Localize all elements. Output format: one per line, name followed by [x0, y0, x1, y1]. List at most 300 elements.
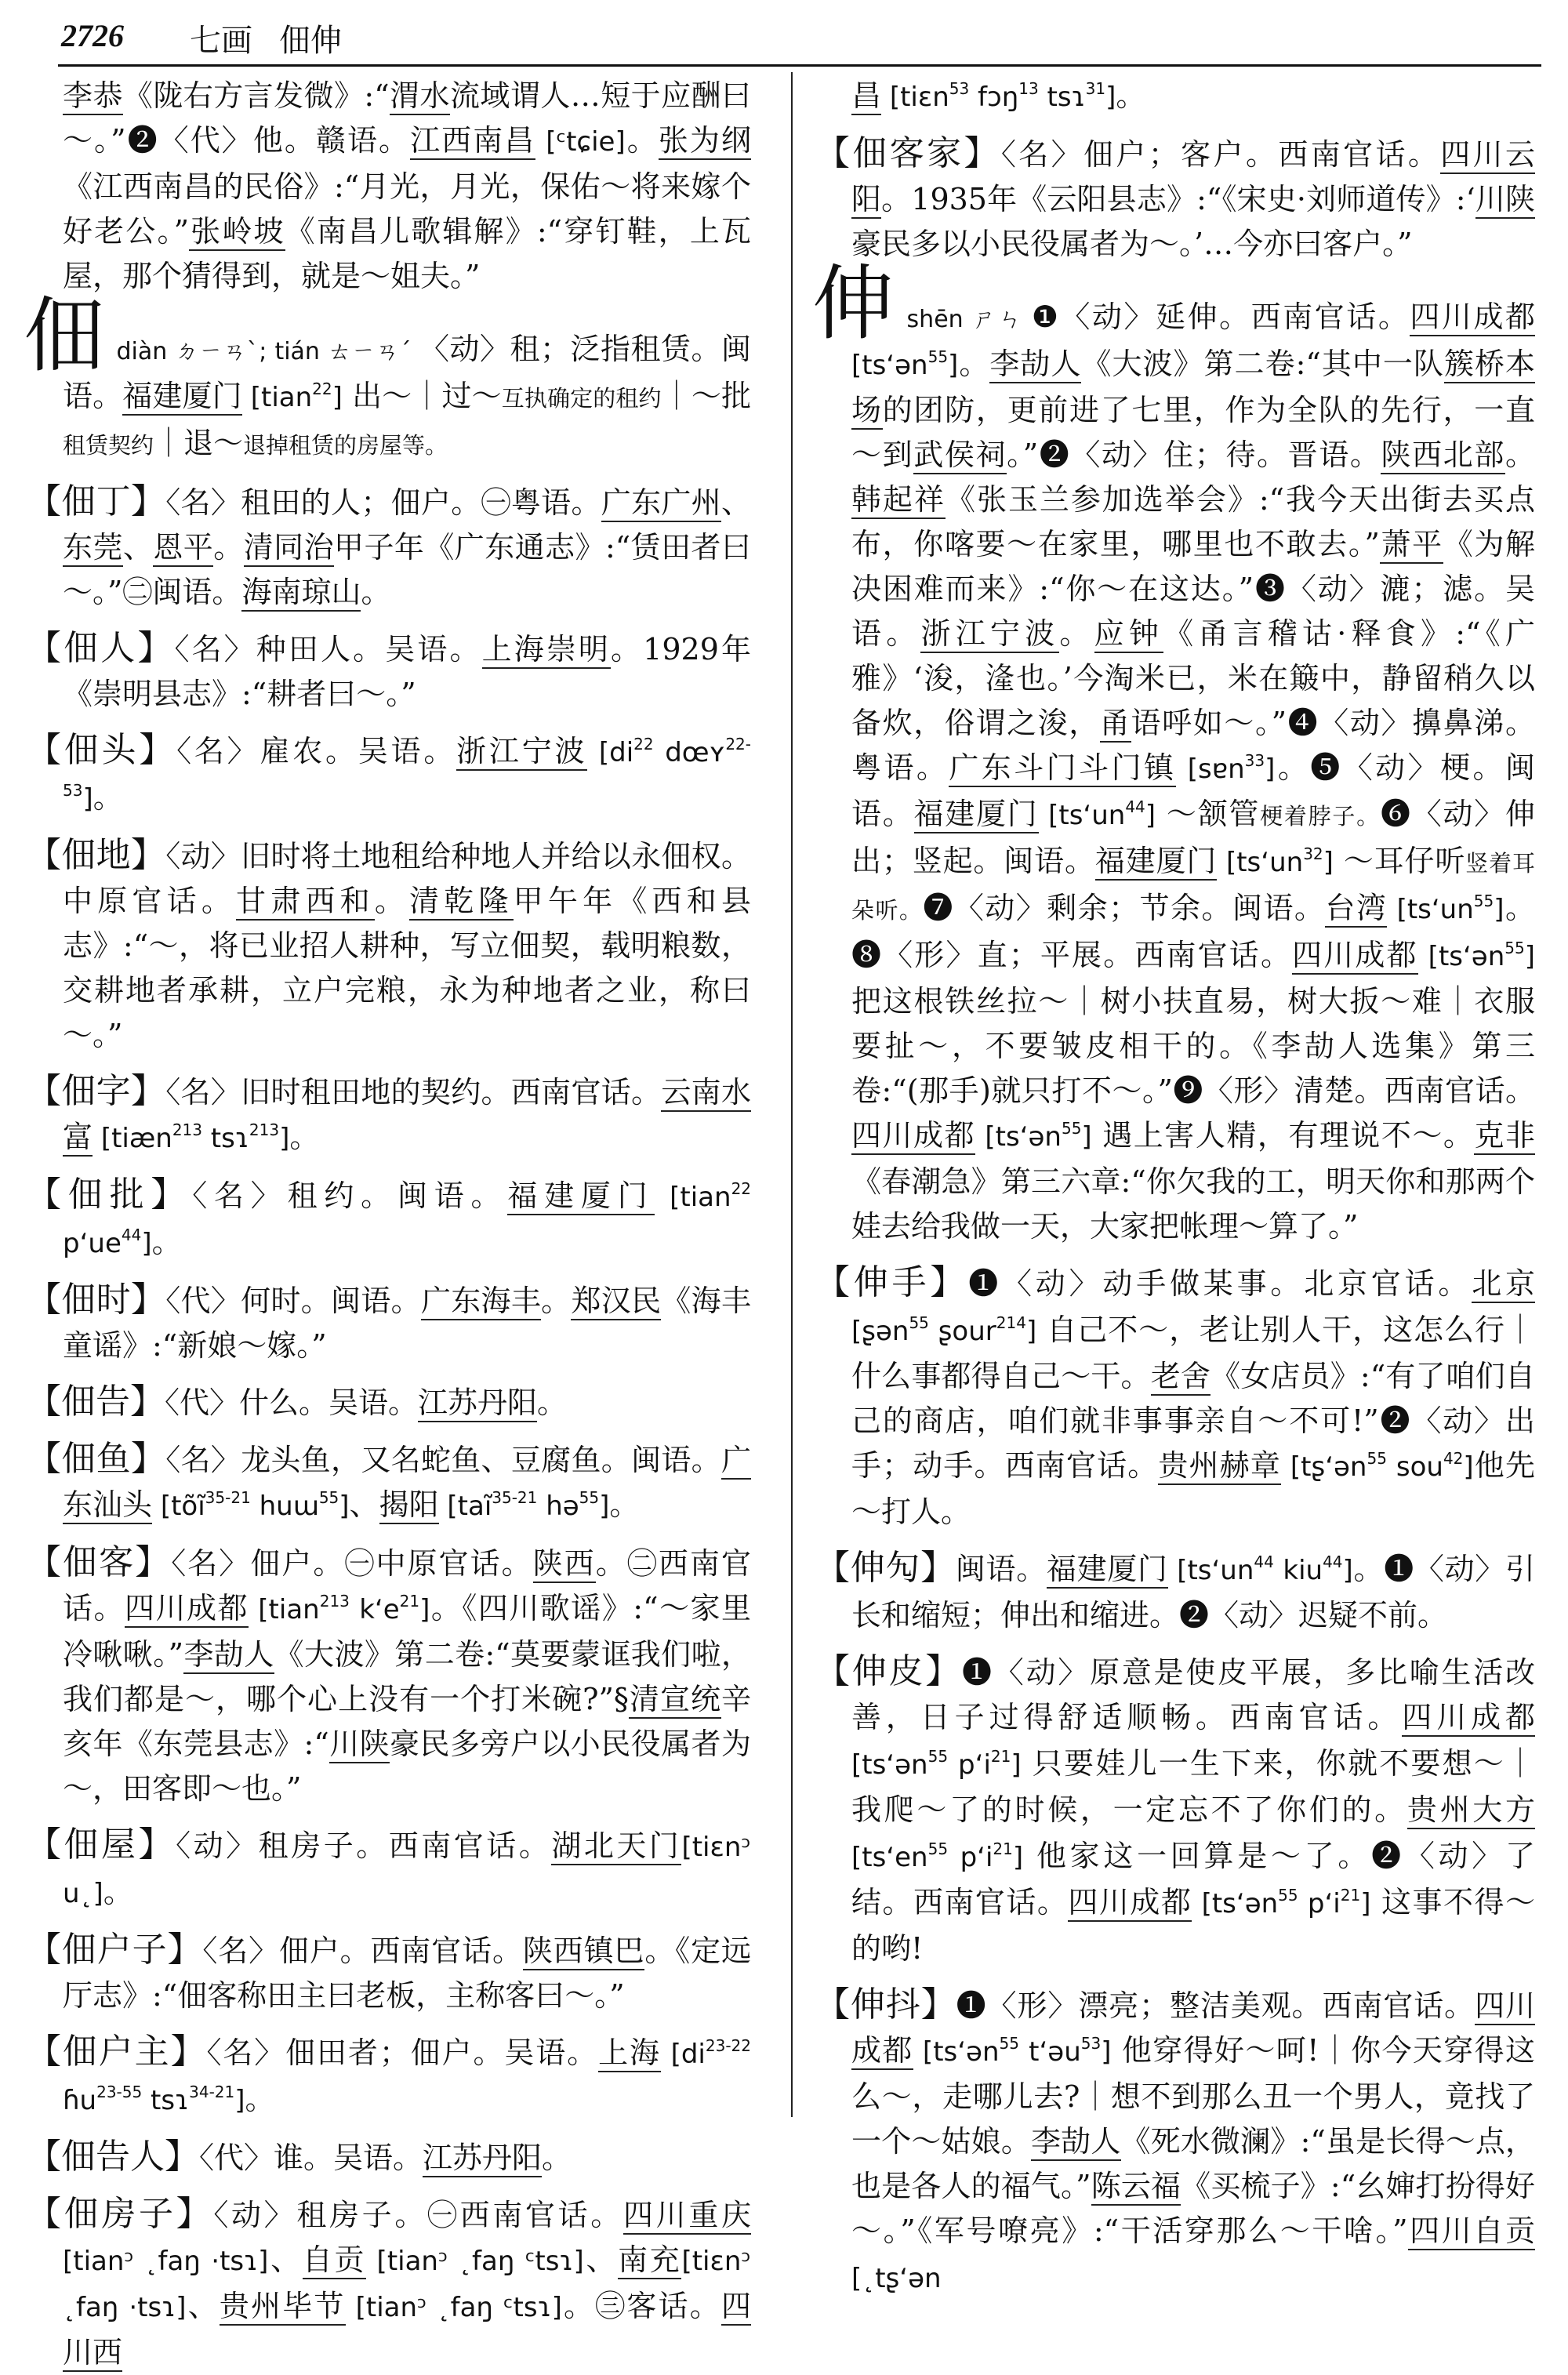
place-or-author-name: 福建厦门	[507, 1178, 654, 1215]
phonetic-transcription: fɔŋ	[969, 82, 1019, 113]
tone-superscript: 55	[318, 1488, 339, 1507]
definition-text: 〈名〉旧时租田地的契约。西南官话。	[165, 1075, 662, 1109]
definition-text: 。	[289, 1120, 320, 1154]
tone-superscript: 22	[731, 1179, 752, 1198]
definition-text: 〈动〉租房子。㊀西南官话。	[213, 2198, 623, 2232]
phonetic-transcription: hə	[537, 1491, 579, 1522]
place-or-author-name: 郑汉民	[571, 1284, 661, 1320]
definition-text: 他穿得好～呵!｜你今天穿得这么～，走哪儿去?｜想不到那么丑一个男人，竟找了一个～姑娘。	[851, 2033, 1535, 2159]
place-or-author-name: 张岭坡	[189, 214, 285, 251]
definition-text: 辛亥年《东莞县志》:“	[63, 1682, 751, 1761]
definition-text: ❼〈动〉剩余；节余。闽语。	[923, 891, 1326, 925]
tone-superscript: 32	[1303, 844, 1323, 863]
phonetic-transcription: [ts‘un	[1217, 847, 1304, 878]
phonetic-transcription: ]	[1463, 1451, 1474, 1483]
column-divider	[791, 72, 793, 2117]
definition-text: 自己不～，老让别人干，这怎么行｜什么事都得自己～干。	[851, 1313, 1535, 1393]
tone-superscript: 35-21	[492, 1488, 538, 1507]
definition-text: 〈名〉佃户。西南官话。	[202, 1934, 523, 1968]
place-or-author-name: 广东广州	[601, 485, 721, 522]
phonetic-transcription: ]	[1011, 1749, 1022, 1781]
definition-text: 、	[122, 530, 154, 565]
definition-text: 〈名〉佃户。㊀中原官话。	[171, 1546, 533, 1581]
place-or-author-name: 四川成都	[125, 1591, 249, 1628]
gloss-note: 竖着耳朵听。	[851, 850, 1535, 924]
phonetic-transcription: [ʂən	[851, 1316, 909, 1347]
phonetic-transcription: [tiɛn	[881, 82, 949, 113]
phonetic-transcription: ]	[1360, 1888, 1371, 1919]
place-or-author-name: 福建厦门	[122, 379, 242, 416]
tone-superscript: 42	[1443, 1449, 1464, 1468]
definition-text: 出～｜过～	[342, 379, 502, 413]
tone-superscript: 55	[999, 2034, 1019, 2053]
definition-text: 。	[1059, 616, 1094, 651]
gloss-note: 互执确定的租约	[501, 385, 662, 412]
phonetic-transcription: ]	[1265, 754, 1276, 785]
place-or-author-name: 克非	[1474, 1118, 1535, 1155]
definition-text: 〈动〉旧时将土地租给种地人并给以永佃权。中原官话。	[63, 839, 751, 918]
place-or-author-name: 清宣统	[629, 1682, 721, 1719]
phonetic-transcription: [tʂ‘ən	[1280, 1451, 1367, 1483]
definition-text: ～颔管	[1156, 797, 1261, 831]
definition-text: 、	[186, 2289, 220, 2323]
definition-text: 。1929年《崇明县志》:“耕者曰～。”	[63, 632, 751, 711]
tone-superscript: 21	[1340, 1886, 1361, 1905]
word-entry	[27, 1379, 751, 1425]
phonetic-transcription: [tianᵓ ˛faŋ ᶜtsɿ]	[366, 2246, 584, 2277]
definition-text: 《为解决困难而来》:“你～在这达。”❸〈动〉漉；滤。吴语。	[851, 527, 1535, 651]
place-or-author-name: 揭阳	[379, 1487, 439, 1524]
headword: 【伸抖】	[815, 1985, 956, 2025]
definition-text: ～耳仔听	[1333, 844, 1466, 878]
definition-text: 。	[625, 123, 659, 158]
tone-superscript: 44	[1125, 797, 1145, 816]
gloss-note: 梗着脖子。	[1260, 803, 1381, 830]
phonetic-transcription: [tiæn	[93, 1123, 172, 1154]
definition-text: ❶〈动〉延伸。西南官话。	[1031, 300, 1410, 334]
place-or-author-name: 福建厦门	[1047, 1552, 1168, 1589]
tone-superscript: 34-21	[189, 2083, 235, 2101]
phonetic-transcription: ]	[1081, 1121, 1092, 1153]
definition-text: 。㊁西南官话。	[63, 1546, 751, 1625]
place-or-author-name: 上海	[598, 2035, 661, 2072]
definition-text: ❻〈动〉伸出；竖起。闽语。	[851, 797, 1535, 878]
place-or-author-name: 甬	[1100, 706, 1131, 743]
place-or-author-name: 福建厦门	[914, 797, 1039, 833]
word-entry	[27, 1540, 751, 1811]
phonetic-transcription: [ts‘ən	[913, 2036, 1000, 2068]
entry-continuation	[815, 74, 1535, 120]
place-or-author-name: 陕西镇巴	[523, 1934, 644, 1970]
phonetic-transcription: ]	[1145, 800, 1156, 831]
tone-superscript: 213	[249, 1120, 280, 1139]
phonetic-transcription: ]	[332, 382, 343, 413]
definition-text: 。	[151, 1225, 182, 1259]
phonetic-transcription: [tian	[654, 1182, 731, 1213]
tone-superscript: 22	[312, 379, 332, 398]
headword: 【佃客】	[27, 1542, 172, 1582]
phonetic-transcription: [ts‘ən	[1417, 941, 1505, 972]
place-or-author-name: 甘肃西和	[236, 884, 375, 921]
definition-text: 甲午年《西和县志》:“～，将已业招人耕种，写立佃契，载明粮数，交耕地者承耕，立户完粮，永为种地者之业，称曰～。”	[63, 884, 751, 1052]
phonetic-transcription: [sɐn	[1176, 754, 1245, 785]
place-or-author-name: 浙江宁波	[920, 616, 1059, 653]
definition-text: 、	[720, 485, 751, 520]
place-or-author-name: 福建厦门	[1095, 844, 1217, 881]
phonetic-transcription: p‘i	[948, 1749, 991, 1781]
word-entry	[27, 1069, 751, 1161]
definition-text: 语呼如～。”❹〈动〉擤鼻涕。粤语。	[851, 706, 1535, 785]
headword: 【佃客家】	[815, 133, 1001, 173]
headword: 【佃户主】	[27, 2032, 207, 2072]
place-or-author-name: 自贡	[303, 2242, 366, 2279]
tone-superscript: 53	[1080, 2034, 1102, 2053]
definition-text: 《甬言稽诂·释食》:“《广雅》‘浚，湰也。’今淘米已，米在簸中，静留稍久以备炊，俗谓之浚，	[851, 616, 1535, 740]
definition-text: 。	[542, 2141, 572, 2175]
definition-text: 。	[1504, 438, 1535, 472]
place-or-author-name: 陕西	[533, 1546, 596, 1583]
tone-superscript: 31	[1085, 79, 1106, 98]
place-or-author-name: 广东海丰	[421, 1284, 541, 1320]
character-entry	[24, 288, 751, 468]
place-or-author-name: 川陕	[1475, 182, 1535, 219]
word-entry	[815, 1649, 1535, 1971]
definition-text: 。	[245, 2082, 275, 2116]
place-or-author-name: 浙江宁波	[456, 734, 587, 771]
place-or-author-name: 应钟	[1094, 616, 1163, 653]
phonetic-transcription: [tõĩ	[152, 1491, 205, 1522]
headword: 【佃头】	[27, 730, 177, 770]
phonetic-transcription: [di	[587, 737, 634, 768]
definition-text: 他家这一回算是～了。❷〈动〉了结。西南官话。	[851, 1839, 1535, 1919]
definition-text: ❶〈动〉动手做某事。北京官话。	[968, 1266, 1472, 1301]
definition-text: 。	[213, 530, 244, 565]
word-entry	[27, 833, 751, 1058]
definition-text: 。	[537, 1385, 568, 1420]
place-or-author-name: 北京	[1472, 1266, 1535, 1303]
phonetic-transcription: tsɿ	[142, 2085, 190, 2116]
place-or-author-name: 渭水	[390, 78, 450, 115]
place-or-author-name: 广东斗门斗门镇	[949, 750, 1176, 787]
headword: 【伸手】	[815, 1262, 969, 1302]
definition-text: 《张玉兰参加选举会》:“我今天出街去买点布，你喀要～在家里，哪里也不敢去。”	[851, 482, 1535, 561]
phonetic-transcription: [˛tʂ‘ən	[851, 2263, 942, 2294]
place-or-author-name: 广东汕头	[63, 1443, 751, 1524]
phonetic-transcription: [taĩ	[438, 1491, 492, 1522]
phonetic-transcription: ]	[419, 1594, 430, 1625]
tone-superscript: 213	[172, 1120, 202, 1139]
definition-text: 闽语。	[955, 1552, 1047, 1586]
place-or-author-name: 萧平	[1380, 527, 1443, 564]
headword: 【佃告人】	[27, 2137, 199, 2177]
tone-superscript: 55	[927, 1747, 949, 1766]
place-or-author-name: 贵州毕节	[220, 2289, 346, 2326]
place-or-author-name: 四川成都	[851, 1118, 975, 1155]
tone-superscript: 213	[319, 1592, 350, 1611]
phonetic-transcription: [tianᵓ ˛faŋ ᶜtsɿ]	[345, 2292, 562, 2323]
phonetic-transcription: ]	[1101, 2036, 1112, 2068]
place-or-author-name: 李劼人	[989, 347, 1081, 383]
place-or-author-name: 李恭	[63, 78, 123, 115]
definition-text: 这事不得～的哟!	[851, 1885, 1535, 1966]
tone-superscript: 55	[1473, 892, 1494, 910]
tone-superscript: 53	[949, 79, 970, 98]
word-entry	[27, 1927, 751, 2018]
phonetic-transcription: ]	[279, 1123, 290, 1154]
definition-text: 豪民多以小民役属者为～。’…今亦曰客户。”	[851, 227, 1413, 261]
definition-text: 把这根铁丝拉～｜树小扶直易，树大扳～难｜衣服要扯～，不要皱皮相干的。《李劼人选集》第三卷:“(那手)就只打不～。”❾〈形〉清楚。西南官话。	[851, 984, 1535, 1108]
definition-text: ｜～批	[661, 379, 751, 413]
tone-superscript: 55	[927, 347, 949, 366]
place-or-author-name: 恩平	[153, 530, 213, 567]
definition-text: 豪民多旁户以小民役属者为～，田客即～也。”	[63, 1727, 751, 1806]
header-rule	[58, 64, 1541, 67]
definition-text: 。㊂客话。	[561, 2289, 721, 2323]
place-or-author-name: 川陕	[329, 1727, 390, 1763]
tone-superscript: 35-21	[205, 1488, 251, 1507]
phonetic-transcription: [ts‘un	[1387, 894, 1474, 925]
gloss-note: 租赁契约	[63, 432, 154, 459]
headword: 【佃地】	[27, 835, 166, 875]
phonetic-transcription: ]	[1494, 894, 1504, 925]
definition-text: 《南昌儿歌辑解》:“穿钉鞋，上瓦屋，那个猜得到，就是～姐夫。”	[63, 214, 751, 293]
place-or-author-name: 昌	[851, 78, 881, 115]
place-or-author-name: 四川云阳	[851, 137, 1535, 219]
definition-text: 他先～打人。	[851, 1448, 1535, 1529]
definition-text: 。❶〈动〉引长和缩短；伸出和缩进。❷〈动〉迟疑不前。	[851, 1552, 1535, 1632]
definition-text: 。	[541, 1284, 572, 1318]
phonetic-transcription: [ts‘en	[851, 1842, 928, 1873]
headword: 【佃户子】	[27, 1930, 203, 1970]
definition-text: 遇上害人精，有理说不～。	[1091, 1118, 1475, 1153]
phonetic-transcription: [ᶜtɕie]	[535, 126, 626, 158]
phonetic-transcription: [di	[660, 2039, 706, 2070]
word-entry	[815, 1260, 1535, 1534]
place-or-author-name: 四川成都	[1292, 938, 1418, 975]
phonetic-transcription: tsɿ	[1038, 82, 1086, 113]
headword: 【伸皮】	[815, 1651, 963, 1691]
place-or-author-name: 贵州大方	[1407, 1792, 1535, 1829]
definition-text: 〈名〉佃田者；佃户。吴语。	[206, 2035, 599, 2070]
place-or-author-name: 贵州赫章	[1158, 1448, 1281, 1485]
definition-text: 流域谓人…短于应酬曰～。”❷〈代〉他。赣语。	[63, 78, 751, 158]
definition-text: 、	[268, 2242, 303, 2277]
word-entry	[27, 1172, 751, 1266]
pronunciation: shēn ㄕㄣ	[906, 306, 1024, 333]
pronunciation: diàn ㄉㄧㄢˋ; tián ㄊㄧㄢˊ	[116, 338, 412, 365]
definition-text: 《大波》第二卷:“莫要蒙诓我们啦，我们都是～，哪个心上没有一个打米碗?”§	[63, 1637, 751, 1716]
definition-text: 〈动〉租；泛指租赁。闽语。	[63, 332, 751, 413]
definition-text: ｜退～	[154, 426, 244, 460]
place-or-author-name: 湖北天门	[551, 1828, 681, 1865]
phonetic-transcription: ]	[141, 1228, 152, 1259]
tone-superscript: 55	[909, 1313, 929, 1332]
word-entry	[27, 728, 751, 822]
word-entry	[815, 1982, 1535, 2301]
phonetic-transcription: ]	[599, 1491, 610, 1522]
phonetic-transcription: kiu	[1273, 1555, 1323, 1586]
phonetic-transcription: ]	[82, 783, 93, 815]
header-characters: 佃伸	[279, 23, 342, 59]
word-entry	[27, 2192, 751, 2375]
phonetic-transcription: [tiɛnᵓ ˛faŋ ·tsɿ]	[63, 2246, 751, 2323]
tone-superscript: 21	[990, 1747, 1011, 1766]
place-or-author-name: 韩起祥	[851, 482, 946, 519]
definition-text: 《大波》第二卷:“其中一队	[1081, 347, 1444, 381]
tone-superscript: 22	[633, 735, 654, 754]
headword-character: 伸	[812, 256, 896, 351]
definition-text: 。	[93, 780, 123, 815]
definition-text: 〈名〉佃户；客户。西南官话。	[1000, 137, 1441, 172]
definition-text: 。	[374, 884, 410, 918]
headword: 【佃鱼】	[27, 1439, 166, 1479]
tone-superscript: 214	[996, 1313, 1026, 1332]
headword-character: 佃	[24, 288, 106, 383]
place-or-author-name: 张为纲	[659, 123, 751, 160]
definition-text: 。	[958, 347, 990, 381]
word-entry	[27, 1822, 751, 1916]
phonetic-transcription: [ts‘un	[1167, 1555, 1254, 1586]
definition-text: 〈代〉什么。吴语。	[165, 1385, 419, 1420]
tone-superscript: 44	[121, 1226, 142, 1244]
phonetic-transcription: sou	[1386, 1451, 1443, 1483]
phonetic-transcription: ]	[1323, 847, 1334, 878]
definition-text: 。	[103, 1875, 133, 1909]
tone-superscript: 55	[1504, 939, 1525, 957]
tone-superscript: 44	[1323, 1552, 1343, 1571]
definition-text: 。❽〈形〉直；平展。西南官话。	[851, 891, 1535, 972]
place-or-author-name: 四川成都	[1068, 1885, 1192, 1922]
place-or-author-name: 陈云福	[1091, 2169, 1181, 2206]
place-or-author-name: 陕西北部	[1381, 438, 1504, 474]
definition-text: 、	[349, 1487, 379, 1522]
character-entry	[812, 256, 1535, 1249]
tone-superscript: 21	[993, 1839, 1013, 1858]
phonetic-transcription: ]	[1025, 1316, 1037, 1347]
phonetic-transcription: ]	[1524, 941, 1535, 972]
phonetic-transcription: p‘i	[1298, 1888, 1341, 1919]
headword: 【佃屋】	[27, 1825, 176, 1865]
tone-superscript: 44	[1254, 1552, 1274, 1571]
phonetic-transcription: ʂour	[928, 1316, 996, 1347]
gloss-note: 退掉租赁的房屋等。	[243, 432, 448, 459]
tone-superscript: 55	[1278, 1886, 1298, 1905]
definition-text: ❶〈形〉漂亮；整洁美观。西南官话。	[956, 1988, 1475, 2023]
place-or-author-name: 海南琼山	[241, 575, 361, 612]
phonetic-transcription: [ts‘un	[1038, 800, 1126, 831]
phonetic-transcription: [ts‘ən	[851, 350, 928, 381]
definition-text: 《死水微澜》:“虽是长得～点，也是各人的福气。”	[851, 2124, 1535, 2203]
place-or-author-name: 四川重庆	[623, 2198, 751, 2235]
word-entry	[27, 1277, 751, 1368]
entry-continuation	[27, 74, 751, 299]
definition-text: 《春潮急》第三六章:“你欠我的工，明天你和那两个娃去给我做一天，大家把帐理～算了。”	[851, 1164, 1535, 1244]
word-entry	[27, 626, 751, 717]
place-or-author-name: 簇桥本场	[851, 347, 1535, 430]
definition-text: 。1935年《云阳县志》:“《宋史·刘师道传》:‘	[881, 182, 1475, 216]
tone-superscript: 55	[1367, 1449, 1387, 1468]
definition-text: 只要娃儿一生下来，你就不要想～｜我爬～了的时候，一定忘不了你们的。	[851, 1746, 1535, 1827]
place-or-author-name: 江西南昌	[410, 123, 535, 160]
definition-text: 、	[583, 2242, 619, 2277]
definition-text: 《陇右方言发微》:“	[122, 78, 390, 113]
tone-superscript: 21	[399, 1592, 420, 1611]
phonetic-transcription: ]	[1012, 1842, 1024, 1873]
place-or-author-name: 云南水富	[63, 1075, 751, 1157]
tone-superscript: 22-53	[63, 735, 751, 800]
definition-text: 〈名〉租约。闽语。	[192, 1178, 508, 1213]
place-or-author-name: 上海崇明	[482, 632, 611, 669]
definition-text: 〈名〉龙头鱼，又名蛇鱼、豆腐鱼。闽语。	[165, 1443, 721, 1477]
place-or-author-name: 四川成都	[851, 1988, 1535, 2070]
phonetic-transcription: p‘ue	[63, 1228, 122, 1259]
phonetic-transcription: dœʏ	[653, 737, 726, 768]
place-or-author-name: 台湾	[1325, 891, 1387, 928]
right-column	[812, 74, 1535, 2301]
definition-text: 。	[1116, 78, 1146, 113]
phonetic-transcription: t‘əu	[1018, 2036, 1081, 2068]
word-entry	[815, 131, 1535, 267]
phonetic-transcription: ɦu	[63, 2085, 97, 2116]
definition-text: 〈动〉租房子。西南官话。	[176, 1828, 552, 1863]
definition-text: 《买梳子》:“幺婶打扮得好～。”《军号嘹亮》:“干活穿那么～干啥。”	[851, 2169, 1535, 2248]
phonetic-transcription: tsɿ	[202, 1123, 249, 1154]
definition-text: 《海丰童谣》:“新娘～嫁。”	[63, 1284, 751, 1363]
place-or-author-name: 四川自贡	[1408, 2213, 1535, 2250]
phonetic-transcription: p‘i	[948, 1842, 993, 1873]
word-entry	[815, 1545, 1535, 1638]
phonetic-transcription: ]	[1105, 82, 1116, 113]
place-or-author-name: 清同治	[244, 530, 334, 567]
headword: 【佃告】	[27, 1382, 165, 1422]
phonetic-transcription: k‘e	[349, 1594, 400, 1625]
headword: 【佃丁】	[27, 481, 166, 521]
definition-text: 〈代〉何时。闽语。	[165, 1284, 421, 1318]
phonetic-transcription: [ts‘ən	[851, 1749, 928, 1781]
definition-text: 〈代〉谁。吴语。	[199, 2141, 423, 2175]
definition-text: 的团防，更前进了七里，作为全队的先行，一直～到	[851, 393, 1535, 472]
phonetic-transcription: [ts‘ən	[975, 1121, 1062, 1153]
place-or-author-name: 南充	[618, 2242, 681, 2279]
phonetic-transcription: ]	[948, 350, 959, 381]
phonetic-transcription: ]	[234, 2085, 245, 2116]
phonetic-transcription: [tian	[248, 1594, 320, 1625]
place-or-author-name: 李劼人	[183, 1637, 274, 1674]
definition-text: 。”❷〈动〉住；待。晋语。	[1007, 438, 1381, 472]
headword: 【佃批】	[27, 1175, 193, 1215]
definition-text: 《江西南昌的民俗》:“月光，月光，保佑～将来嫁个好老公。”	[63, 169, 751, 249]
left-column	[24, 74, 752, 2375]
running-header	[190, 16, 368, 60]
headword: 【佃字】	[27, 1071, 166, 1111]
definition-text: 甲子年《广东通志》:“赁田者曰～。”㊁闽语。	[63, 530, 751, 609]
definition-text: 〈名〉租田的人；佃户。㊀粤语。	[165, 485, 601, 520]
definition-text: 〈名〉种田人。吴语。	[174, 632, 482, 666]
headword: 【佃房子】	[27, 2194, 214, 2234]
definition-text: 。	[361, 575, 391, 609]
definition-text: 〈名〉雇农。吴语。	[176, 734, 457, 768]
place-or-author-name: 东莞	[63, 530, 123, 567]
tone-superscript: 55	[579, 1488, 600, 1507]
word-entry	[27, 479, 751, 615]
definition-text: 。《四川歌谣》:“～家里冷啾啾。”	[63, 1591, 751, 1672]
phonetic-transcription: [tian	[241, 382, 313, 413]
word-entry	[27, 1436, 751, 1529]
page-number: 2726	[61, 18, 124, 53]
phonetic-transcription: ]	[1342, 1555, 1353, 1586]
definition-text: 。《定远厅志》:“佃客称田主曰老板，主称客曰～。”	[63, 1934, 751, 2013]
place-or-author-name: 清乾隆	[409, 884, 514, 921]
